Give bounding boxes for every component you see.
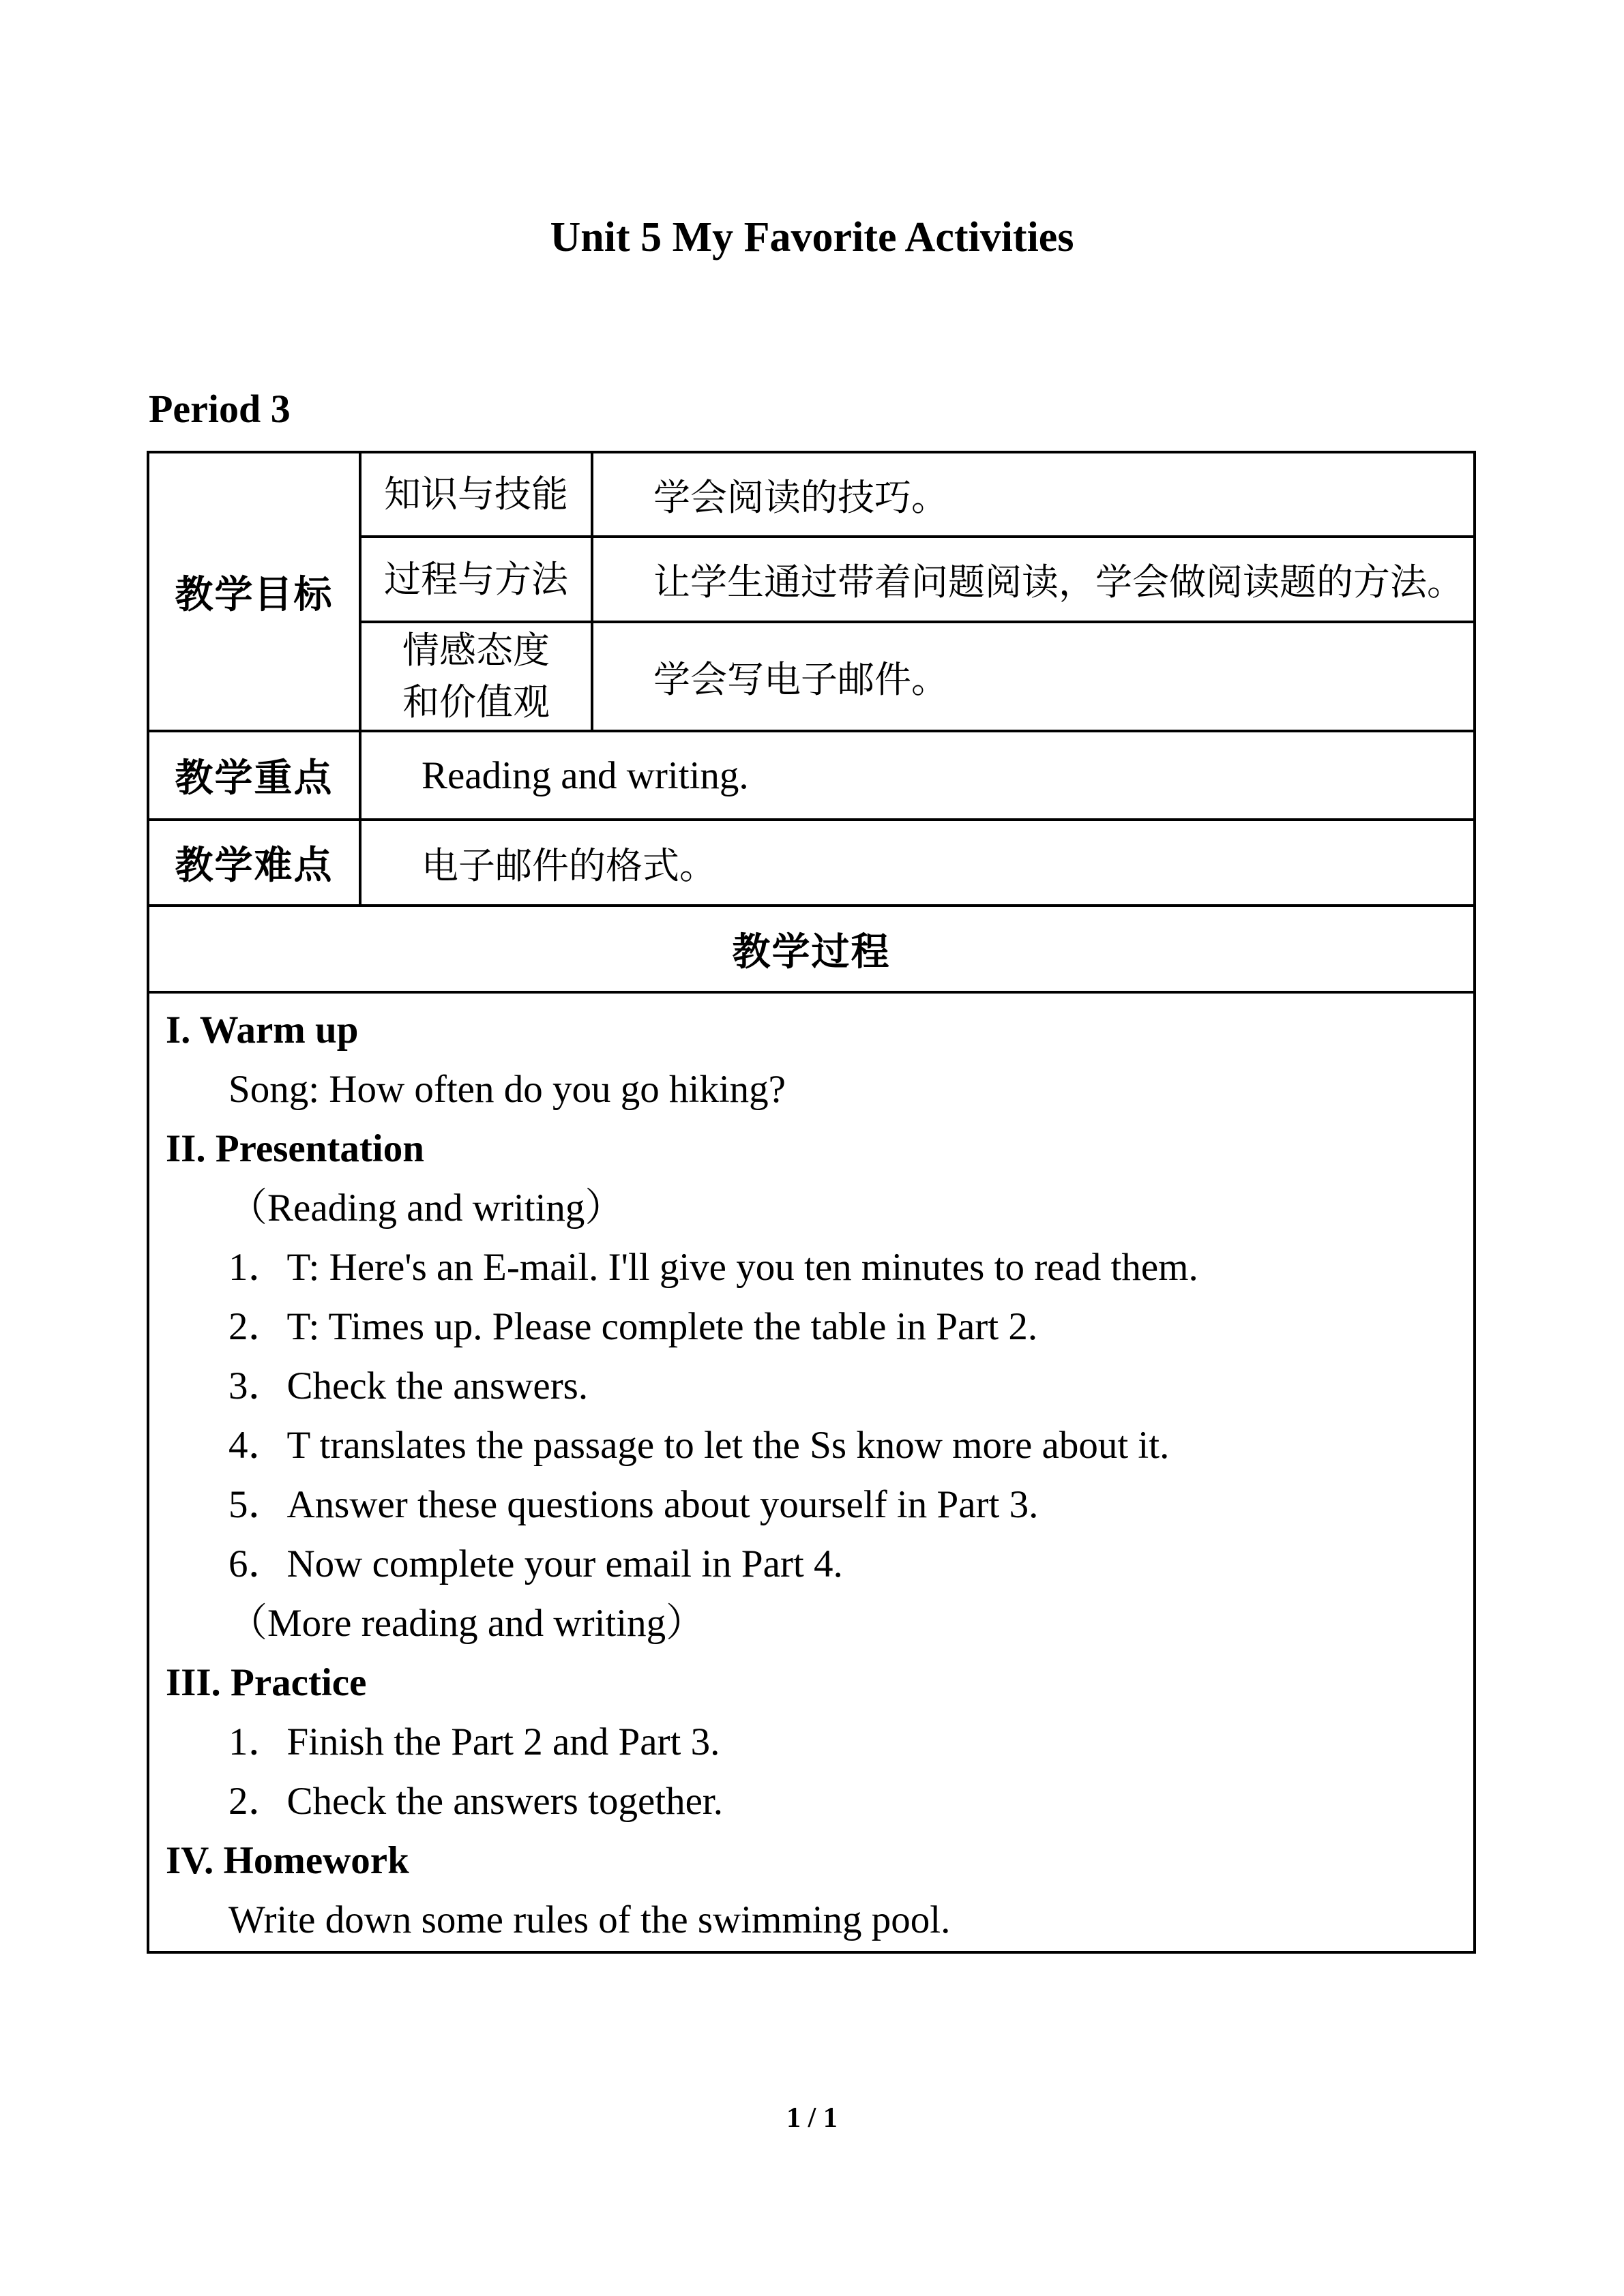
table-row [148,731,1475,820]
process-line: （More reading and writing） [228,1602,705,1645]
process-line: 1．Finish the Part 2 and Part 3. [228,1720,720,1763]
key-points-content: Reading and writing. [360,731,1475,820]
document-title: Unit 5 My Favorite Activities [550,214,1074,260]
objective-content-process: 让学生通过带着问题阅读，学会做阅读题的方法。 [592,537,1475,622]
process-body-cell [148,992,1475,1952]
key-points-label-cell: 教学重点 [148,731,360,820]
process-line: 2．Check the answers together. [228,1780,723,1823]
table-row [148,820,1475,906]
table-row [148,452,1475,537]
process-line: 2．T: Times up. Please complete the table in Part 2. [228,1305,1038,1348]
objectives-label-cell: 教学目标 [148,452,360,731]
table-row [148,992,1475,1952]
difficult-points-label-cell: 教学难点 [148,820,360,906]
objective-category-emotion [360,622,592,731]
objective-content-knowledge: 学会阅读的技巧。 [592,452,1475,537]
objective-category-emotion-line1: 情感态度 [402,630,550,671]
process-line: Write down some rules of the swimming pool. [228,1898,951,1941]
process-line: 5．Answer these questions about yourself in Part 3. [228,1483,1039,1526]
objective-category-emotion-line2: 和价值观 [402,682,550,723]
objective-category-process: 过程与方法 [360,537,592,622]
process-line: II. Presentation [166,1127,424,1170]
process-line: 3．Check the answers. [228,1365,589,1407]
process-line: Song: How often do you go hiking? [228,1068,786,1111]
objective-content-emotion: 学会写电子邮件。 [592,622,1475,731]
period-heading: Period 3 [149,387,291,431]
process-line: I. Warm up [166,1009,359,1052]
process-line: （Reading and writing） [228,1187,624,1229]
process-line: 4．T translates the passage to let the Ss know more about it. [228,1424,1170,1467]
table-row [148,906,1475,992]
difficult-points-content: 电子邮件的格式。 [360,820,1475,906]
process-line: IV. Homework [166,1839,409,1882]
process-line: 6．Now complete your email in Part 4. [228,1542,843,1585]
page-number: 1 / 1 [786,2102,838,2134]
process-header-cell: 教学过程 [148,906,1475,992]
lesson-plan-table [147,451,1476,1954]
objective-category-knowledge: 知识与技能 [360,452,592,537]
process-lines [149,1000,1473,1950]
process-line: III. Practice [166,1661,367,1704]
process-line: 1．T: Here's an E-mail. I'll give you ten minutes to read them. [228,1246,1198,1289]
